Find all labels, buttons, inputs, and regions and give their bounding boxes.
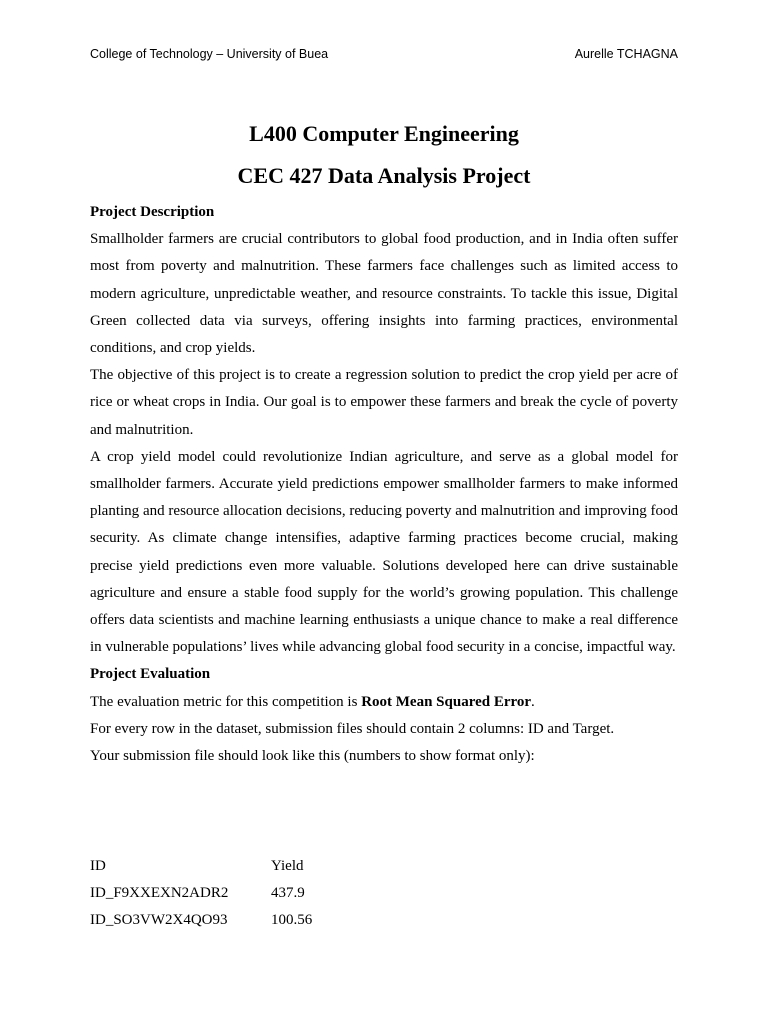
- header-institution: College of Technology – University of Buea: [90, 47, 329, 61]
- section-heading-evaluation: Project Evaluation: [90, 666, 211, 683]
- table-row: [90, 907, 678, 934]
- paragraph-impact: A crop yield model could revolutionize Indian agriculture, and serve as a global model for smallholder farmers. Accurate yield predictions empower smallholder farmers to make informed planting and resource allocation decisions, reducing poverty and malnutrition and improving food security. As climate change intensifies, adaptive farming practices become crucial, making precise yield predictions even more valuable. Solutions developed here can drive sustainable agriculture and ensure a stable food supply for the world’s growing population. This challenge offers data scientists and machine learning enthusiasts a unique chance to make a real difference in vulnerable populations’ lives while advancing global food security in a concise, impactful way.: [90, 448, 678, 656]
- table-cell-id: ID_F9XXEXN2ADR2: [90, 885, 229, 902]
- sample-submission-table: [90, 853, 678, 935]
- table-header-row: [90, 853, 678, 880]
- metric-name: Root Mean Squared Error: [361, 693, 532, 710]
- table-cell-id: ID_SO3VW2X4QO93: [90, 912, 228, 929]
- paragraph-context: Smallholder farmers are crucial contributors to global food production, and in India often suffer most from poverty and malnutrition. These farmers face challenges such as limited access to modern agriculture, unpredictable weather, and resource constraints. To tackle this issue, Digital Green collected data via surveys, offering insights into farming practices, environmental conditions, and crop yields.: [90, 231, 678, 357]
- document-title: [90, 118, 678, 202]
- header-author: Aurelle TCHAGNA: [574, 47, 678, 61]
- paragraph-format: Your submission file should look like this (numbers to show format only):: [90, 748, 535, 765]
- table-cell-yield: 437.9: [271, 885, 305, 902]
- page-header: [90, 47, 678, 61]
- paragraph-objective: The objective of this project is to create a regression solution to predict the crop yield per acre of rice or wheat crops in India. Our goal is to empower these farmers and break the cycle of poverty and malnutrition.: [90, 367, 678, 438]
- table-cell-yield: 100.56: [271, 912, 313, 929]
- column-header-id: ID: [90, 858, 106, 874]
- section-heading-description: Project Description: [90, 204, 215, 220]
- metric-prefix: The evaluation metric for this competition is: [90, 693, 362, 710]
- column-header-yield: Yield: [271, 858, 304, 874]
- paragraph-columns: For every row in the dataset, submission files should contain 2 columns: ID and Target.: [90, 720, 615, 737]
- title-project-name: CEC 427 Data Analysis Project: [237, 163, 531, 188]
- paragraph-metric: [90, 689, 678, 716]
- metric-suffix: .: [531, 693, 535, 710]
- title-course-level: L400 Computer Engineering: [249, 121, 519, 146]
- document-body: [90, 199, 678, 770]
- table-row: [90, 880, 678, 907]
